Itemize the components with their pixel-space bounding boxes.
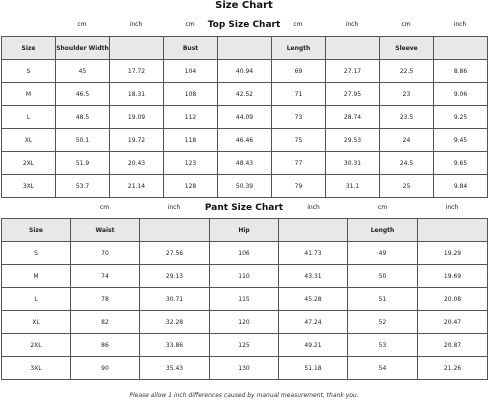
table-cell: 27.17 [326,60,380,83]
header-shoulder-width: Shoulder Width [56,37,110,60]
table-cell: L [2,106,56,129]
top-unit: cm [293,21,303,28]
table-row [2,288,488,311]
pant-size-table [1,218,488,380]
header-size: Size [2,37,56,60]
table-cell: 47.24 [279,311,348,334]
table-cell: 17.72 [110,60,164,83]
table-cell: 79 [272,175,326,198]
table-cell: 3XL [2,175,56,198]
table-cell: 9.45 [434,129,488,152]
table-row [2,60,488,83]
table-cell: 120 [210,311,279,334]
table-cell: 30.71 [140,288,210,311]
header-length: Length [272,37,326,60]
table-row [2,242,488,265]
header-blank [218,37,272,60]
table-cell: 19.72 [110,129,164,152]
table-row [2,334,488,357]
header-blank [434,37,488,60]
table-cell: 53 [348,334,418,357]
table-cell: 90 [71,357,140,380]
table-cell: 51.9 [56,152,110,175]
table-cell: XL [2,129,56,152]
table-row [2,106,488,129]
table-cell: 20.87 [418,334,488,357]
table-cell: 9.06 [434,83,488,106]
table-cell: 54 [348,357,418,380]
table-cell: 110 [210,265,279,288]
table-cell: M [2,83,56,106]
table-cell: 41.73 [279,242,348,265]
header-sleeve: Sleeve [380,37,434,60]
table-row [2,175,488,198]
pant-header-row [2,219,488,242]
table-cell: 86 [71,334,140,357]
table-cell: S [2,242,71,265]
table-cell: 52 [348,311,418,334]
table-cell: 112 [164,106,218,129]
header-length: Length [348,219,418,242]
table-cell: 82 [71,311,140,334]
table-cell: 27.56 [140,242,210,265]
top-header-row [2,37,488,60]
pant-unit: inch [167,204,181,211]
header-blank [418,219,488,242]
table-cell: 46.46 [218,129,272,152]
table-cell: 78 [71,288,140,311]
table-cell: XL [2,311,71,334]
header-bust: Bust [164,37,218,60]
table-cell: 24 [380,129,434,152]
table-cell: 125 [210,334,279,357]
table-cell: 104 [164,60,218,83]
table-cell: 108 [164,83,218,106]
table-cell: 29.13 [140,265,210,288]
table-cell: 9.84 [434,175,488,198]
table-cell: 130 [210,357,279,380]
header-hip: Hip [210,219,279,242]
pant-unit: inch [307,204,320,211]
table-cell: 46.5 [56,83,110,106]
top-units-row [0,19,488,31]
table-cell: 77 [272,152,326,175]
pant-section-title: Pant Size Chart [204,203,284,213]
pant-unit: cm [377,204,388,211]
header-blank [140,219,210,242]
table-row [2,83,488,106]
table-cell: 24.5 [380,152,434,175]
table-cell: 32.28 [140,311,210,334]
table-cell: 21.26 [418,357,488,380]
table-cell: 50.39 [218,175,272,198]
table-cell: 43.31 [279,265,348,288]
table-cell: 50 [348,265,418,288]
table-cell: 51 [348,288,418,311]
table-cell: 106 [210,242,279,265]
table-cell: 25 [380,175,434,198]
table-cell: 23 [380,83,434,106]
top-unit: cm [185,21,195,28]
header-blank [110,37,164,60]
pant-unit: inch [445,204,459,211]
table-cell: 123 [164,152,218,175]
header-blank [326,37,380,60]
table-row [2,152,488,175]
table-cell: 9.25 [434,106,488,129]
table-cell: 2XL [2,334,71,357]
table-cell: 70 [71,242,140,265]
table-cell: 48.5 [56,106,110,129]
top-unit: inch [453,21,467,28]
table-cell: 31.1 [326,175,380,198]
table-cell: M [2,265,71,288]
header-waist: Waist [71,219,140,242]
table-cell: 71 [272,83,326,106]
table-cell: 23.5 [380,106,434,129]
table-cell: 74 [71,265,140,288]
table-cell: 75 [272,129,326,152]
table-cell: 73 [272,106,326,129]
pant-units-row [0,202,488,214]
table-cell: S [2,60,56,83]
top-unit: inch [345,21,359,28]
pant-unit: cm [99,204,110,211]
table-cell: 33.86 [140,334,210,357]
table-cell: 20.08 [418,288,488,311]
table-cell: 19.29 [418,242,488,265]
top-section-title: Top Size Chart [207,20,281,30]
table-cell: 22.5 [380,60,434,83]
header-size: Size [2,219,71,242]
table-cell: 19.69 [418,265,488,288]
table-cell: 128 [164,175,218,198]
table-cell: 9.65 [434,152,488,175]
table-cell: 2XL [2,152,56,175]
table-row [2,129,488,152]
table-cell: 19.09 [110,106,164,129]
table-cell: 30.31 [326,152,380,175]
table-cell: 53.7 [56,175,110,198]
table-cell: 21.14 [110,175,164,198]
table-cell: 20.43 [110,152,164,175]
measurement-note: Please allow 1 inch differences caused by manual measurement, thank you. [129,392,359,399]
table-cell: 27.95 [326,83,380,106]
table-row [2,357,488,380]
table-cell: 28.74 [326,106,380,129]
table-cell: 42.52 [218,83,272,106]
top-unit: cm [77,21,87,28]
table-cell: 35.43 [140,357,210,380]
table-cell: L [2,288,71,311]
header-blank [279,219,348,242]
table-cell: 8.86 [434,60,488,83]
table-cell: 49.21 [279,334,348,357]
table-cell: 50.1 [56,129,110,152]
table-cell: 69 [272,60,326,83]
table-row [2,265,488,288]
table-cell: 115 [210,288,279,311]
table-row [2,311,488,334]
top-unit: cm [401,21,411,28]
top-unit: inch [129,21,143,28]
table-cell: 29.53 [326,129,380,152]
table-cell: 45.28 [279,288,348,311]
table-cell: 45 [56,60,110,83]
table-cell: 49 [348,242,418,265]
table-cell: 3XL [2,357,71,380]
table-cell: 51.18 [279,357,348,380]
table-cell: 18.31 [110,83,164,106]
table-cell: 44.09 [218,106,272,129]
top-size-table [1,36,488,198]
page-title: Size Chart [215,0,273,11]
table-cell: 40.94 [218,60,272,83]
table-cell: 48.43 [218,152,272,175]
table-cell: 118 [164,129,218,152]
table-cell: 20.47 [418,311,488,334]
